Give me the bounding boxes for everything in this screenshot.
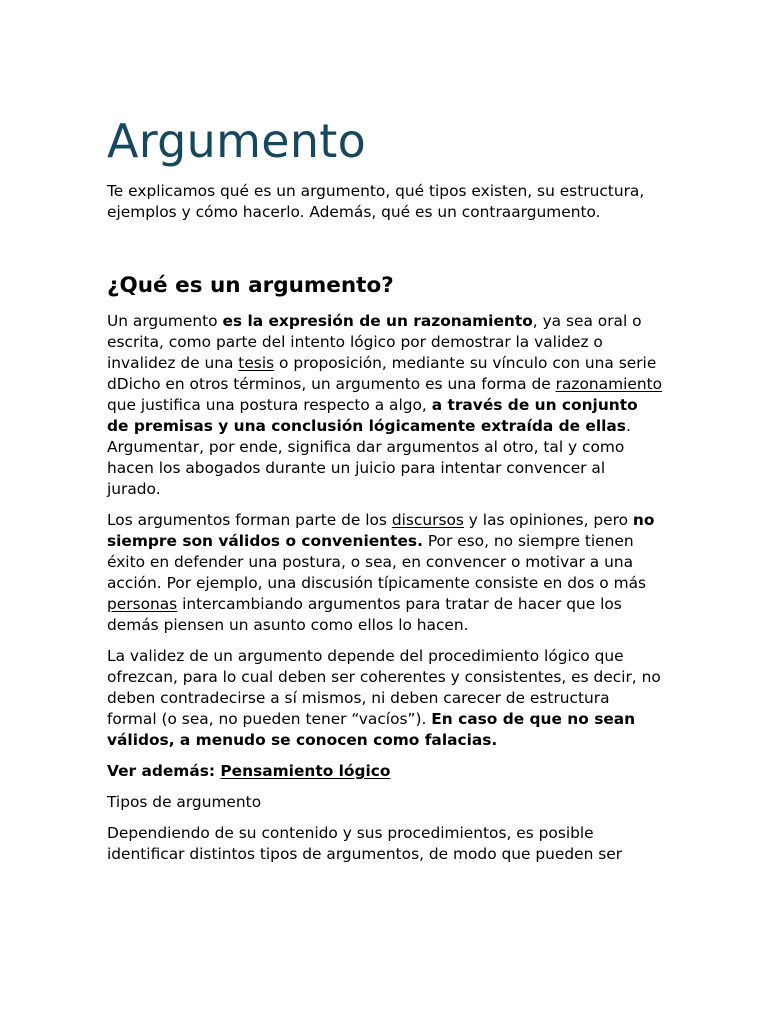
section-heading: ¿Qué es un argumento? (107, 273, 394, 298)
link-razonamiento[interactable]: razonamiento (555, 375, 663, 393)
see-also (107, 761, 663, 782)
text-run: Por eso, no siempre tienen éxito en defender una postura, o sea, en convencer o motivar a una acción. Por ejemplo, una discusión típicamente consiste en dos o más (107, 532, 647, 592)
text-run: , ya sea oral o escrita, como parte del intento lógico por demostrar la validez o invalidez de una (107, 312, 642, 372)
link-tesis[interactable]: tesis (238, 354, 275, 372)
page-title: Argumento (107, 114, 367, 168)
bold-run: a través de un conjunto de premisas y una conclusión lógicamente extraída de ellas (107, 396, 638, 435)
types-heading: Tipos de argumento (107, 793, 262, 811)
paragraph-definition (107, 311, 663, 500)
text-run: que justifica una postura respecto a algo, (107, 396, 432, 414)
link-discursos[interactable]: discursos (391, 511, 464, 529)
see-also-label: Ver además: (107, 762, 221, 780)
bold-run: es la expresión de un razonamiento (222, 312, 533, 330)
text-run: intercambiando argumentos para tratar de hacer que los demás piensen un asunto como ellos lo hacen. (107, 595, 622, 634)
paragraph-discursos (107, 510, 663, 636)
bold-run: no siempre son válidos o convenientes. (107, 511, 655, 550)
intro-paragraph: Te explicamos qué es un argumento, qué tipos existen, su estructura, ejemplos y cómo hacerlo. Además, qué es un contraargumento. (107, 182, 645, 221)
text-run: . Argumentar, por ende, significa dar argumentos al otro, tal y como hacen los abogados durante un juicio para intentar convencer al jurado. (107, 417, 631, 498)
link-personas[interactable]: personas (107, 595, 178, 613)
document-page (107, 112, 663, 875)
paragraph-tipos: Dependiendo de su contenido y sus procedimientos, es posible identificar distintos tipos de argumentos, de modo que pueden ser (107, 824, 623, 863)
bold-run: En caso de que no sean válidos, a menudo se conocen como falacias. (107, 710, 636, 749)
text-run: La validez de un argumento depende del procedimiento lógico que ofrezcan, para lo cual deben ser coherentes y consistentes, es decir, no deben contradecirse a sí mismos, ni deben carecer de estructura formal (o sea, no pueden tener “vacíos”). (107, 647, 661, 728)
text-run: Un argumento (107, 312, 223, 330)
text-run: y las opiniones, pero (463, 511, 633, 529)
text-run: o proposición, mediante su vínculo con una serie dDicho en otros términos, un argumento es una forma de (107, 354, 657, 393)
paragraph-validez (107, 646, 663, 751)
link-pensamiento-logico[interactable]: Pensamiento lógico (220, 762, 391, 780)
text-run: Los argumentos forman parte de los (107, 511, 392, 529)
